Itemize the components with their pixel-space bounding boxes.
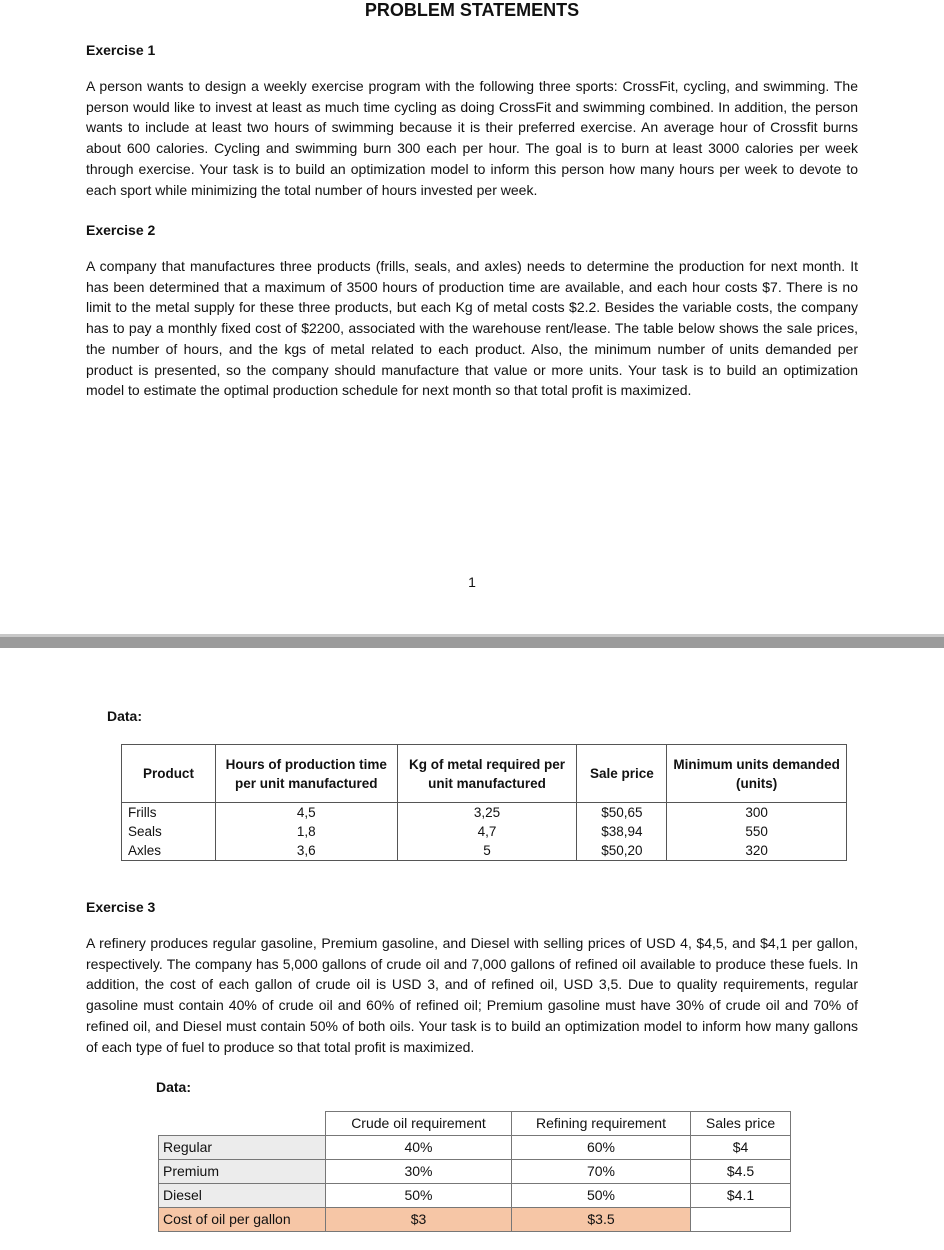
- header-min-units: Minimum units demanded (units): [667, 745, 847, 803]
- cell-hours: 1,8: [215, 822, 397, 841]
- cell-sale-price: $50,65: [577, 803, 667, 823]
- cell-sale-price: $38,94: [577, 822, 667, 841]
- cell-crude: 40%: [326, 1136, 512, 1160]
- cell-hours: 4,5: [215, 803, 397, 823]
- cell-sales-price: $4.1: [691, 1184, 791, 1208]
- cell-fuel: Premium: [159, 1160, 326, 1184]
- table-row: [159, 1160, 791, 1184]
- cell-min-units: 550: [667, 822, 847, 841]
- cell-product: Frills: [122, 803, 216, 823]
- table-header-row: [159, 1112, 791, 1136]
- cell-metal: 5: [397, 841, 577, 861]
- table-row: [159, 1136, 791, 1160]
- exercise-2-text: A company that manufactures three products (frills, seals, and axles) needs to determine the production for next month. It has been determined that a maximum of 3500 hours of production time are available, and each hour costs $7. There is no limit to the metal supply for these three products, but each Kg of metal costs $2.2. Besides the variable costs, the company has to pay a monthly fixed cost of $2200, associated with the warehouse rent/lease. The table below shows the sale prices, the number of hours, and the kgs of metal related to each product. Also, the minimum number of units demanded per product is presented, so the company should manufacture that value or more units. Your task is to build an optimization model to estimate the optimal production schedule for next month so that total profit is maximized.: [86, 258, 858, 399]
- cell-metal: 3,25: [397, 803, 577, 823]
- cell-hours: 3,6: [215, 841, 397, 861]
- exercise-1-heading: Exercise 1: [86, 42, 156, 58]
- cell-crude-cost: $3: [326, 1208, 512, 1232]
- table-row: [122, 841, 847, 861]
- cell-sale-price: $50,20: [577, 841, 667, 861]
- table-header-row: [122, 745, 847, 803]
- header-metal: Kg of metal required per unit manufactured: [397, 745, 577, 803]
- cell-crude: 50%: [326, 1184, 512, 1208]
- exercise-3-text: A refinery produces regular gasoline, Premium gasoline, and Diesel with selling prices of USD 4, $4,5, and $4,1 per gallon, respectively. The company has 5,000 gallons of crude oil and 7,000 gallons of refined oil available to produce these fuels. In addition, the cost of each gallon of crude oil is USD 3, and of refined oil, USD 3,5. Due to quality requirements, regular gasoline must contain 40% of crude oil and 60% of refined oil; Premium gasoline must have 30% of crude oil and 70% of refined oil, and Diesel must contain 50% of both oils. Your task is to build an optimization model to inform how many gallons of each type of fuel to produce so that total profit is maximized.: [86, 935, 858, 1055]
- table-row-cost: [159, 1208, 791, 1232]
- exercise-2-table: [121, 744, 847, 861]
- table-row: [122, 803, 847, 823]
- exercise-3-heading: Exercise 3: [86, 899, 156, 915]
- cell-sales-price: $4.5: [691, 1160, 791, 1184]
- cell-refining: 60%: [512, 1136, 691, 1160]
- exercise-1-text: A person wants to design a weekly exercise program with the following three sports: CrossFit, cycling, and swimming. The person would like to invest at least as much time cycling as doing CrossFit and swimming combined. In addition, the person wants to include at least two hours of swimming because it is their preferred exercise. An average hour of Crossfit burns about 600 calories. Cycling and swimming burn 300 each per hour. The goal is to burn at least 3000 calories per week through exercise. Your task is to build an optimization model to inform this person how many hours per week to devote to each sport while minimizing the total number of hours invested per week.: [86, 78, 858, 198]
- table-row: [159, 1184, 791, 1208]
- cell-min-units: 320: [667, 841, 847, 861]
- cell-product: Axles: [122, 841, 216, 861]
- cell-product: Seals: [122, 822, 216, 841]
- cell-min-units: 300: [667, 803, 847, 823]
- cell-crude: 30%: [326, 1160, 512, 1184]
- cell-metal: 4,7: [397, 822, 577, 841]
- page-title: PROBLEM STATEMENTS: [364, 0, 580, 20]
- exercise-2-heading: Exercise 2: [86, 222, 156, 238]
- header-product: Product: [122, 745, 216, 803]
- exercise-3-table: [158, 1111, 791, 1232]
- cell-fuel: Regular: [159, 1136, 326, 1160]
- header-hours: Hours of production time per unit manufactured: [215, 745, 397, 803]
- cell-empty: [691, 1208, 791, 1232]
- cell-refining: 70%: [512, 1160, 691, 1184]
- page-number: 1: [468, 574, 476, 590]
- cell-fuel: Diesel: [159, 1184, 326, 1208]
- exercise-3-data-label: Data:: [156, 1079, 192, 1095]
- header-sale-price: Sale price: [577, 745, 667, 803]
- header-refining: Refining requirement: [512, 1112, 691, 1136]
- cell-refining: 50%: [512, 1184, 691, 1208]
- table-row: [122, 822, 847, 841]
- cell-refining-cost: $3.5: [512, 1208, 691, 1232]
- page-separator: [0, 634, 944, 648]
- exercise-2-data-label: Data:: [107, 708, 143, 724]
- header-empty: [159, 1112, 326, 1136]
- cell-sales-price: $4: [691, 1136, 791, 1160]
- cell-cost-label: Cost of oil per gallon: [159, 1208, 326, 1232]
- header-sales-price: Sales price: [691, 1112, 791, 1136]
- header-crude: Crude oil requirement: [326, 1112, 512, 1136]
